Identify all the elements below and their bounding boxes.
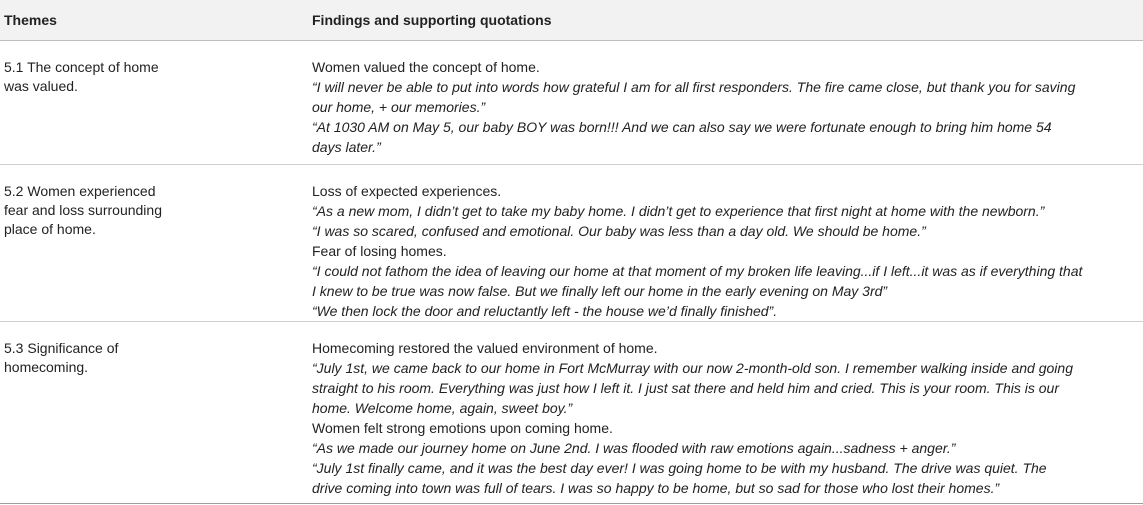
finding-text: Women valued the concept of home. <box>312 59 540 75</box>
quote-text: “July 1st, we came back to our home in Fort McMurray with our now 2-month-old son. I remember walking inside and going <box>312 360 1073 376</box>
header-themes: Themes <box>4 12 57 28</box>
quote-text: “I will never be able to put into words how grateful I am for all first responders. The fire came close, but thank you for saving <box>312 79 1076 95</box>
table-row <box>0 165 1143 322</box>
quote-text: I knew to be true was now false. But we finally left our home in the early evening on May 3rd” <box>312 283 888 299</box>
theme-line: was valued. <box>4 78 78 94</box>
findings-cell <box>307 41 1143 164</box>
quote-text: “As a new mom, I didn’t get to take my baby home. I didn’t get to experience that first night at home with the newborn.” <box>312 203 1045 219</box>
table-row <box>0 41 1143 165</box>
quote-text: our home, + our memories.” <box>312 99 486 115</box>
quote-text: days later.” <box>312 139 381 155</box>
table-header <box>0 0 1143 41</box>
theme-line: 5.3 Significance of <box>4 340 119 356</box>
quote-text: “As we made our journey home on June 2nd. I was flooded with raw emotions again...sadness + anger.” <box>312 440 956 456</box>
quote-text: “July 1st finally came, and it was the best day ever! I was going home to be with my husband. The drive was quiet. The <box>312 460 1047 476</box>
findings-cell <box>307 322 1143 503</box>
theme-line: 5.2 Women experienced <box>4 183 156 199</box>
quote-text: “At 1030 AM on May 5, our baby BOY was born!!! And we can also say we were fortunate enough to bring him home 54 <box>312 119 1052 135</box>
theme-line: 5.1 The concept of home <box>4 59 159 75</box>
theme-line: place of home. <box>4 221 96 237</box>
finding-text: Fear of losing homes. <box>312 243 447 259</box>
quote-text: straight to his room. Everything was just how I left it. I just sat there and held him and cried. This is your room. This is our <box>312 380 1059 396</box>
table-row <box>0 322 1143 504</box>
quote-text: “We then lock the door and reluctantly left - the house we’d finally finished”. <box>312 303 778 319</box>
findings-cell <box>307 165 1143 321</box>
finding-text: Women felt strong emotions upon coming home. <box>312 420 613 436</box>
finding-text: Loss of expected experiences. <box>312 183 502 199</box>
theme-line: fear and loss surrounding <box>4 202 162 218</box>
finding-text: Homecoming restored the valued environment of home. <box>312 340 658 356</box>
quote-text: drive coming into town was full of tears. I was so happy to be home, but so sad for those who lost their homes.” <box>312 480 1000 496</box>
theme-cell <box>0 165 307 321</box>
theme-cell <box>0 322 307 503</box>
theme-line: homecoming. <box>4 359 89 375</box>
quote-text: “I was so scared, confused and emotional. Our baby was less than a day old. We should be home.” <box>312 223 926 239</box>
theme-cell <box>0 41 307 164</box>
quote-text: “I could not fathom the idea of leaving our home at that moment of my broken life leaving...if I left...it was as if everything that <box>312 263 1083 279</box>
quote-text: home. Welcome home, again, sweet boy.” <box>312 400 573 416</box>
header-findings: Findings and supporting quotations <box>312 12 552 28</box>
